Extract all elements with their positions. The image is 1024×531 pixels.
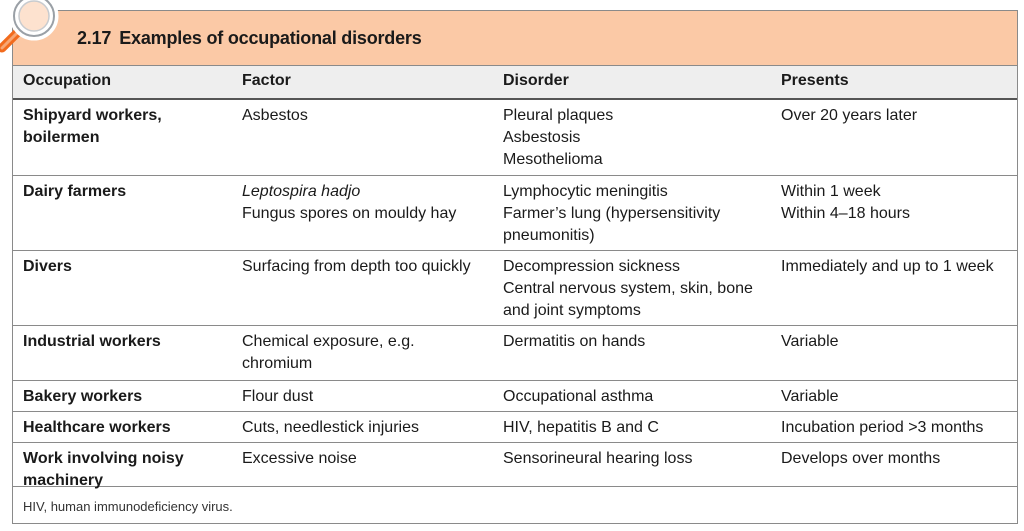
occupation-cell — [23, 386, 223, 408]
disorder-cell — [503, 105, 768, 171]
factor-line: Excessive noise — [242, 450, 357, 467]
presents-cell — [781, 331, 1016, 353]
presents-line: Variable — [781, 388, 839, 405]
presents-line: Develops over months — [781, 450, 941, 467]
occupation-line: machinery — [23, 472, 104, 489]
disorder-line: Dermatitis on hands — [503, 333, 646, 350]
box-title-bar — [13, 11, 1017, 66]
table-row — [13, 443, 1017, 487]
disorder-line: Mesothelioma — [503, 151, 603, 168]
disorder-line: Sensorineural hearing loss — [503, 450, 693, 467]
footnote: HIV, human immunodeficiency virus. — [23, 499, 233, 514]
magnifying-glass-icon — [0, 0, 68, 62]
factor-cell — [242, 331, 492, 375]
disorder-line: Occupational asthma — [503, 388, 654, 405]
disorder-cell — [503, 417, 768, 439]
occupation-cell — [23, 331, 223, 353]
occupation-line: Divers — [23, 258, 72, 275]
header-presents: Presents — [781, 72, 849, 89]
table-header — [13, 66, 1017, 100]
factor-line: Surfacing from depth too quickly — [242, 258, 471, 275]
table-row — [13, 326, 1017, 381]
presents-cell — [781, 448, 1016, 470]
presents-line: Immediately and up to 1 week — [781, 258, 994, 275]
occupation-line: boilermen — [23, 129, 100, 146]
occupation-line: Shipyard workers, — [23, 107, 162, 124]
presents-line: Within 4–18 hours — [781, 205, 910, 222]
occupation-cell — [23, 448, 223, 492]
factor-line-italic: Leptospira hadjo — [242, 183, 361, 200]
header-occupation: Occupation — [23, 72, 112, 89]
factor-line: chromium — [242, 355, 313, 372]
presents-line: Within 1 week — [781, 183, 881, 200]
factor-cell — [242, 448, 492, 470]
occupation-cell — [23, 256, 223, 278]
presents-cell — [781, 181, 1016, 225]
table-row — [13, 381, 1017, 412]
occupation-line: Healthcare workers — [23, 419, 171, 436]
factor-line: Flour dust — [242, 388, 314, 405]
disorder-line: Pleural plaques — [503, 107, 614, 124]
factor-cell — [242, 256, 492, 278]
disorder-line: Decompression sickness — [503, 258, 680, 275]
presents-line: Over 20 years later — [781, 107, 918, 124]
disorder-line: Lymphocytic meningitis — [503, 183, 668, 200]
header-disorder: Disorder — [503, 72, 569, 89]
table-row — [13, 251, 1017, 326]
table-row — [13, 412, 1017, 443]
presents-cell — [781, 417, 1016, 439]
presents-cell — [781, 105, 1016, 127]
occupation-cell — [23, 417, 223, 439]
box-title — [77, 28, 422, 49]
disorder-line: Farmer’s lung (hypersensitivity — [503, 205, 721, 222]
presents-line: Variable — [781, 333, 839, 350]
occupation-line: Bakery workers — [23, 388, 143, 405]
presents-cell — [781, 256, 1016, 278]
factor-cell — [242, 386, 492, 408]
disorder-line: pneumonitis) — [503, 227, 595, 244]
disorder-cell — [503, 448, 768, 470]
factor-cell — [242, 417, 492, 439]
presents-cell — [781, 386, 1016, 408]
disorder-cell — [503, 386, 768, 408]
disorder-line: HIV, hepatitis B and C — [503, 419, 659, 436]
factor-line: Fungus spores on mouldy hay — [242, 205, 457, 222]
header-factor: Factor — [242, 72, 291, 89]
occupation-line: Dairy farmers — [23, 183, 127, 200]
occupation-cell — [23, 105, 223, 149]
factor-cell — [242, 181, 492, 225]
disorder-cell — [503, 331, 768, 353]
disorder-line: Central nervous system, skin, bone — [503, 280, 753, 297]
disorder-cell — [503, 256, 768, 322]
box-title-text: Examples of occupational disorders — [119, 28, 422, 48]
table-row — [13, 176, 1017, 251]
table-row — [13, 100, 1017, 176]
factor-line: Chemical exposure, e.g. — [242, 333, 415, 350]
disorder-line: and joint symptoms — [503, 302, 641, 319]
occupation-line: Industrial workers — [23, 333, 161, 350]
disorder-line: Asbestosis — [503, 129, 581, 146]
disorder-cell — [503, 181, 768, 247]
occupation-cell — [23, 181, 223, 203]
factor-line: Asbestos — [242, 107, 308, 124]
box-number: 2.17 — [77, 28, 112, 48]
occupational-disorders-box — [12, 10, 1018, 524]
factor-line: Cuts, needlestick injuries — [242, 419, 419, 436]
occupation-line: Work involving noisy — [23, 450, 184, 467]
presents-line: Incubation period >3 months — [781, 419, 984, 436]
factor-cell — [242, 105, 492, 127]
